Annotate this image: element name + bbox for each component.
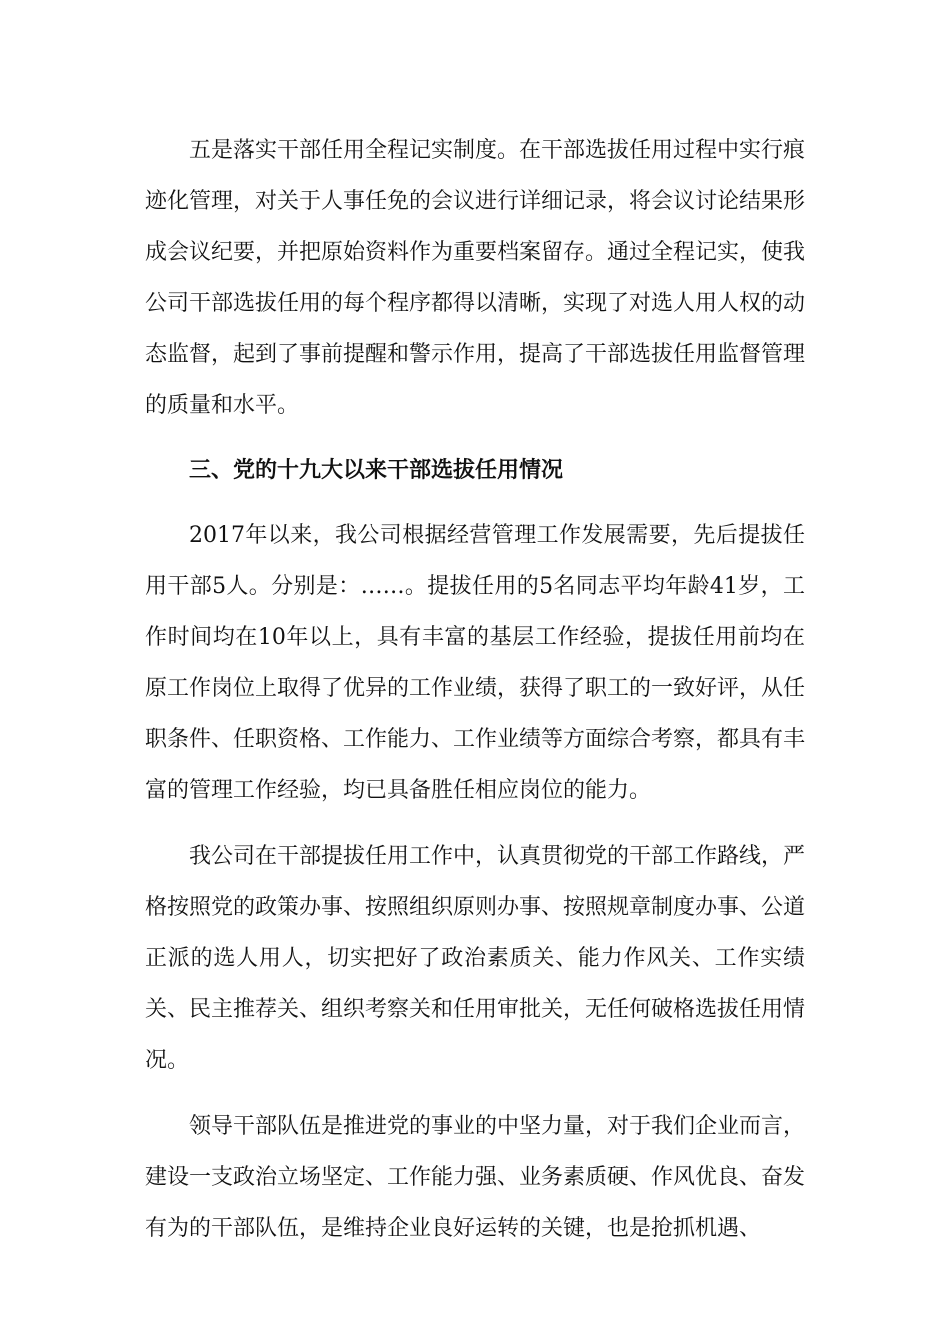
paragraph-leadership-team: 领导干部队伍是推进党的事业的中坚力量，对于我们企业而言，建设一支政治立场坚定、工作能力强、业务素质硬、作风优良、奋发有为的干部队伍，是维持企业良好运转的关键，也是抢抓机遇、 [145,1114,806,1241]
paragraph-cadre-work-line: 我公司在干部提拔任用工作中，认真贯彻党的干部工作路线，严格按照党的政策办事、按照组织原则办事、按照规章制度办事、公道正派的选人用人，切实把好了政治素质关、能力作风关、工作实绩关、民主推荐关、组织考察关和任用审批关，无任何破格选拔任用情况。 [145,844,806,1073]
paragraph-record-system: 五是落实干部任用全程记实制度。在干部选拔任用过程中实行痕迹化管理，对关于人事任免的会议进行详细记录，将会议讨论结果形成会议纪要，并把原始资料作为重要档案留存。通过全程记实，使我公司干部选拔任用的每个程序都得以清晰，实现了对选人用人权的动态监督，起到了事前提醒和警示作用，提高了干部选拔任用监督管理的质量和水平。 [145,138,806,418]
document-body [145,125,805,1254]
section-heading-3: 三、党的十九大以来干部选拔任用情况 [189,457,564,483]
paragraph-promotion-2017: 2017年以来，我公司根据经营管理工作发展需要，先后提拔任用干部5人。分别是：……。提拔任用的5名同志平均年龄41岁，工作时间均在10年以上，具有丰富的基层工作经验，提拔任用前均在原工作岗位上取得了优异的工作业绩，获得了职工的一致好评，从任职条件、任职资格、工作能力、工作业绩等方面综合考察，都具有丰富的管理工作经验，均已具备胜任相应岗位的能力。 [145,523,806,803]
